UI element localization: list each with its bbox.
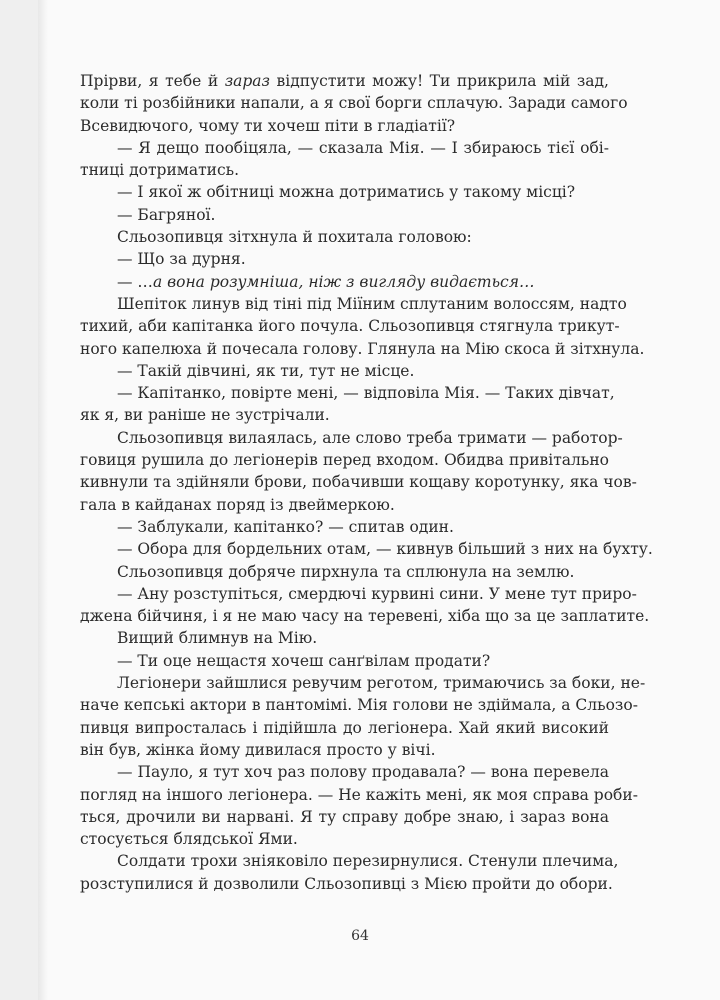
text-line: Всевидючого, чому ти хочеш піти в гладіатії? [80,116,456,135]
text-line: наче кепські актори в пантомімі. Мія голови не здіймала, а Сльозо- [80,696,638,715]
text-line: — Ану розступіться, смердючі курвині сини. У мене тут приро- [117,584,637,603]
text-line: кивнули та здійняли брови, побачивши кощаву коротунку, яка чов- [80,473,637,492]
text-line: — І якої ж обітниці можна дотриматись у такому місці? [117,183,576,202]
text-line: погляд на іншого легіонера. — Не кажіть мені, як моя справа роби- [80,785,638,804]
text-line: — Обора для бордельних отам, — кивнув більший з них на бухту. [117,540,653,559]
text-line: — Що за дурня. [117,250,246,269]
text-line: — Ти оце нещастя хочеш санґвілам продати? [117,651,491,670]
text-line: Сльозопивця зітхнула й похитала головою: [117,228,472,247]
text-line: стосується блядської Ями. [80,830,298,849]
text-line: пивця випросталась і підійшла до легіонера. Хай який високий [80,718,609,737]
text-line: — Пауло, я тут хоч раз полову продавала? — вона перевела [117,763,609,782]
text-line: — …а вона розумніша, ніж з вигляду видається… [117,272,535,291]
text-line: Сльозопивця вилаялась, але слово треба тримати — работор- [117,428,623,447]
text-line: Солдати трохи зніяковіло перезирнулися. Стенули плечима, [117,852,619,871]
text-line: Легіонери зайшлися ревучим реготом, тримаючись за боки, не- [117,674,646,693]
text-line: розступилися й дозволили Сльозопивці з Мією пройти до обори. [80,874,613,893]
text-line: Сльозопивця добряче пирхнула та сплюнула на землю. [117,562,575,581]
text-line: тихий, аби капітанка його почула. Сльозопивця стягнула трикут- [80,317,620,336]
page-gutter-shadow [38,0,48,1000]
text-line: коли ті розбійники напали, а я свої борги сплачую. Заради самого [80,94,628,113]
page-number: 64 [351,928,369,944]
body-text [80,70,653,895]
text-line: тниці дотриматись. [80,161,240,180]
text-line: Прірви, я тебе й зараз відпустити можу! Ти прикрила мій зад, [80,72,609,90]
text-line: говиця рушила до легіонерів перед входом. Обидва привітально [80,451,609,470]
text-line: ного капелюха й почесала голову. Глянула на Мію скоса й зітхнула. [80,339,645,358]
text-line: гала в кайданах поряд із двеймеркою. [80,495,395,514]
text-line: — Капітанко, повірте мені, — відповіла Мія. — Таких дівчат, [117,384,615,403]
text-line: як я, ви раніше не зустрічали. [80,406,330,425]
text-line: джена бійчиня, і я не маю часу на теревені, хіба що за це заплатите. [80,607,650,626]
text-line: — Багряної. [117,205,216,224]
text-line: — Заблукали, капітанко? — спитав один. [117,517,454,536]
text-line: Вищий блимнув на Мію. [117,629,318,648]
text-line: ться, дрочили ви нарвані. Я ту справу добре знаю, і зараз вона [80,807,609,826]
text-line: — Я дещо пообіцяла, — сказала Мія. — І збираюсь тієї обі- [117,138,609,157]
text-line: він був, жінка йому дивилася просто у вічі. [80,740,436,759]
text-line: Шепіток линув від тіні під Міїним сплутаним волоссям, надто [117,294,627,313]
text-line: — Такій дівчині, як ти, тут не місце. [117,361,415,380]
